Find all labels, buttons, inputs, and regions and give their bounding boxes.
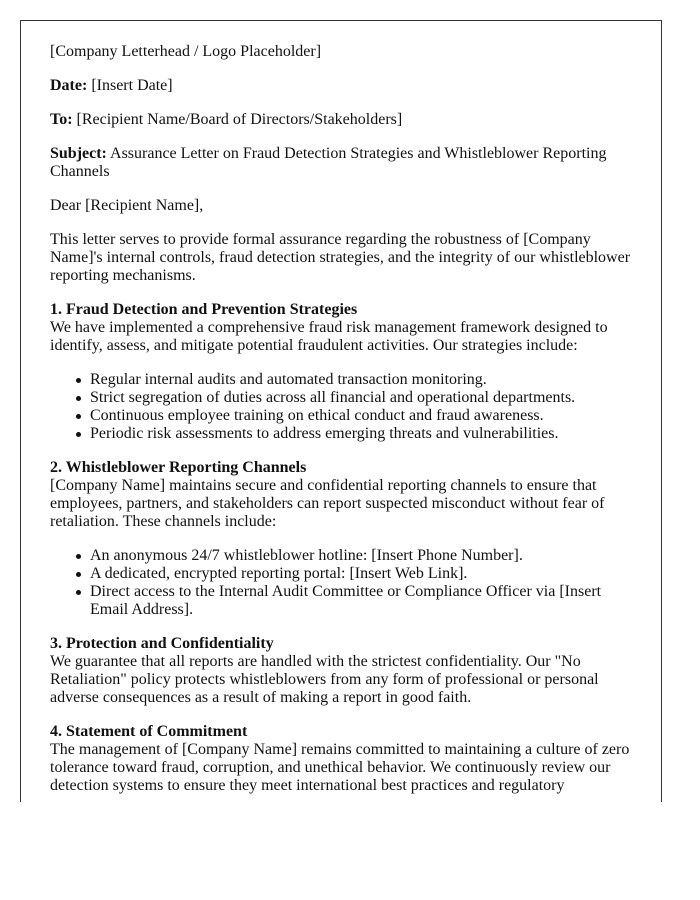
list-item-text: An anonymous 24/7 whistleblower hotline: [Insert Phone Number]. xyxy=(90,547,523,564)
section-heading: 1. Fraud Detection and Prevention Strategies xyxy=(50,301,358,318)
list-item-text: A dedicated, encrypted reporting portal: [Insert Web Link]. xyxy=(90,565,468,582)
document-viewport xyxy=(20,20,662,802)
subject-label: Subject: xyxy=(50,145,107,162)
section-heading: 2. Whistleblower Reporting Channels xyxy=(50,459,307,476)
to-label: To: xyxy=(50,111,73,128)
list-item-text: Periodic risk assessments to address emerging threats and vulnerabilities. xyxy=(90,425,559,442)
section-heading: 4. Statement of Commitment xyxy=(50,723,248,740)
list-item xyxy=(90,407,633,425)
list-item-text: Continuous employee training on ethical conduct and fraud awareness. xyxy=(90,407,544,424)
section-body: The management of [Company Name] remains committed to maintaining a culture of zero tolerance toward fraud, corruption, and unethical behavior. We continuously review our detection systems to ensure they meet international best practices and regulatory xyxy=(50,741,630,794)
date-value: [Insert Date] xyxy=(87,77,173,94)
list-item xyxy=(90,389,633,407)
channel-list xyxy=(50,547,633,619)
section-body: We guarantee that all reports are handled with the strictest confidentiality. Our "No Retaliation" policy protects whistleblowers from any form of professional or personal adverse consequences as a result of making a report in good faith. xyxy=(50,653,599,706)
section-whistleblower-channels xyxy=(50,459,633,619)
list-item-text: Strict segregation of duties across all financial and operational departments. xyxy=(90,389,576,406)
bullet-icon xyxy=(76,572,81,577)
bullet-icon xyxy=(76,590,81,595)
salutation: Dear [Recipient Name], xyxy=(50,197,204,214)
list-item-text: Direct access to the Internal Audit Committee or Compliance Officer via [Insert Email Address]. xyxy=(90,583,602,618)
date-line xyxy=(50,77,633,95)
subject-line xyxy=(50,145,633,181)
bullet-icon xyxy=(76,432,81,437)
list-item xyxy=(90,565,633,583)
section-heading: 3. Protection and Confidentiality xyxy=(50,635,274,652)
bullet-icon xyxy=(76,396,81,401)
list-item xyxy=(90,425,633,443)
to-value: [Recipient Name/Board of Directors/Stakeholders] xyxy=(72,111,403,128)
section-body: [Company Name] maintains secure and confidential reporting channels to ensure that employees, partners, and stakeholders can report suspected misconduct without fear of retaliation. These channels include: xyxy=(50,477,605,530)
date-label: Date: xyxy=(50,77,88,94)
bullet-icon xyxy=(76,378,81,383)
section-body: We have implemented a comprehensive fraud risk management framework designed to identify, assess, and mitigate potential fraudulent activities. Our strategies include: xyxy=(50,319,608,354)
intro-paragraph: This letter serves to provide formal assurance regarding the robustness of [Company Name]'s internal controls, fraud detection strategies, and the integrity of our whistleblower reporting mechanisms. xyxy=(50,231,631,284)
section-protection-confidentiality xyxy=(50,635,633,707)
list-item xyxy=(90,371,633,389)
recipient-line xyxy=(50,111,633,129)
letterhead-placeholder: [Company Letterhead / Logo Placeholder] xyxy=(50,43,322,60)
bullet-icon xyxy=(76,554,81,559)
list-item-text: Regular internal audits and automated transaction monitoring. xyxy=(90,371,487,388)
assurance-letter xyxy=(20,20,662,802)
bullet-icon xyxy=(76,414,81,419)
subject-value: Assurance Letter on Fraud Detection Strategies and Whistleblower Reporting Channels xyxy=(50,145,607,180)
strategy-list xyxy=(50,371,633,443)
section-statement-of-commitment xyxy=(50,723,633,795)
section-fraud-detection xyxy=(50,301,633,443)
list-item xyxy=(90,583,633,619)
list-item xyxy=(90,547,633,565)
